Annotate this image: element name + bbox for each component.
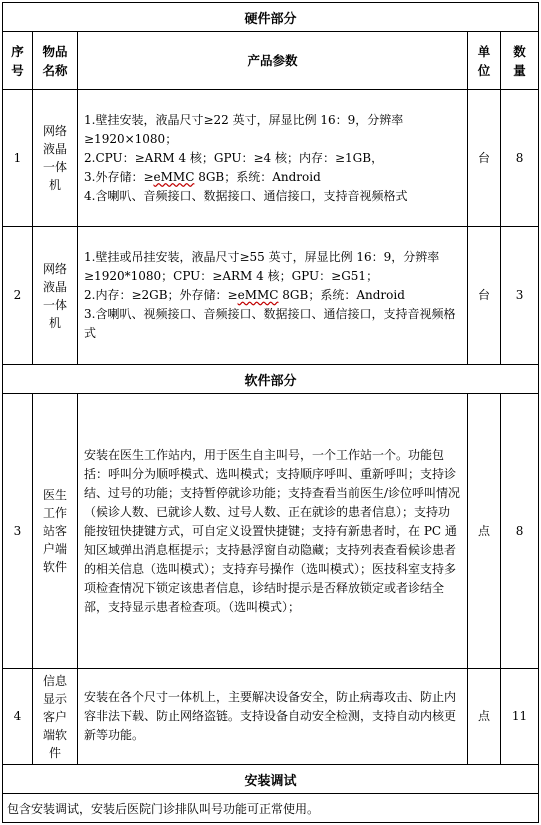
hardware-section-title: 硬件部分 (3, 3, 539, 32)
param-line: 安装在各个尺寸一体机上，主要解决设备安全，防止病毒攻击、防止内容非法下载、防止网络盗链。支持设备自动安全检测，支持自动内核更新等功能。 (84, 690, 457, 742)
row-unit: 台 (468, 227, 501, 365)
software-section-title: 软件部分 (3, 365, 539, 394)
row-unit: 点 (468, 669, 501, 765)
row-params (78, 669, 468, 765)
header-row (3, 32, 539, 90)
table-row (3, 669, 539, 765)
row-name: 网络 液晶 一体 机 (33, 227, 78, 365)
table-row (3, 90, 539, 227)
row-params (78, 227, 468, 365)
table-row (3, 394, 539, 669)
table-row (3, 227, 539, 365)
row-params (78, 90, 468, 227)
row-params (78, 394, 468, 669)
header-qty: 数 量 (501, 32, 539, 90)
header-item-name: 物品 名称 (33, 32, 78, 90)
row-seq: 4 (3, 669, 33, 765)
param-line: 1.壁挂或吊挂安装，液晶尺寸≥55 英寸，屏显比例 16：9，分辨率≥1920*1080；CPU：≥ARM 4 核；GPU：≥G51； (84, 250, 440, 283)
row-seq: 1 (3, 90, 33, 227)
install-text: 包含安装调试，安装后医院门诊排队叫号功能可正常使用。 (3, 794, 539, 823)
row-qty: 8 (501, 394, 539, 669)
row-qty: 8 (501, 90, 539, 227)
row-qty: 3 (501, 227, 539, 365)
param-line: 2.CPU：≥ARM 4 核；GPU：≥4 核；内存：≥1GB， (84, 150, 384, 165)
row-unit: 台 (468, 90, 501, 227)
row-qty: 11 (501, 669, 539, 765)
param-line: 2.内存：≥2GB；外存储：≥eMMC 8GB；系统：Android (84, 288, 405, 302)
param-line: 安装在医生工作站内，用于医生自主叫号，一个工作站一个。功能包括：呼叫分为顺呼模式、选叫模式；支持顺序呼叫、重新呼叫；支持诊结、过号的功能；支持暂停就诊功能；支持查看当前医生/诊位呼叫情况（候诊人数、已就诊人数、过号人数、正在就诊的患者信息）；支持功能按钮快捷键方式，可自定义设置快捷键；支持有新患者时，在 PC 通知区域弹出消息框提示；支持悬浮窗自动隐藏；支持列表查看候诊患者的相关信息（选叫模式）；支持弃号操作（选叫模式）；医技科室支持多项检查情况下锁定该患者信息，诊结时提示是否释放锁定或者诊结全部，支持显示患者检查项。（选叫模式）； (84, 447, 461, 614)
param-line: 3.外存储：≥eMMC 8GB；系统：Android (84, 169, 321, 184)
spec-table (2, 2, 539, 823)
param-line: 3.含喇叭、视频接口、音频接口、数据接口、通信接口，支持音视频格式 (84, 307, 456, 340)
header-params: 产品参数 (78, 32, 468, 90)
row-seq: 2 (3, 227, 33, 365)
header-unit: 单 位 (468, 32, 501, 90)
header-seq: 序 号 (3, 32, 33, 90)
row-unit: 点 (468, 394, 501, 669)
param-line: 4.含喇叭、音频接口、数据接口、通信接口，支持音视频格式 (84, 188, 408, 203)
row-name: 医生 工作 站客 户端 软件 (33, 394, 78, 669)
row-name: 网络 液晶 一体 机 (33, 90, 78, 227)
param-line: 1.壁挂安装，液晶尺寸≥22 英寸，屏显比例 16：9，分辨率≥1920×1080； (84, 112, 404, 146)
install-section-title: 安装调试 (3, 765, 539, 794)
row-name: 信息 显示 客户 端软 件 (33, 669, 78, 765)
row-seq: 3 (3, 394, 33, 669)
